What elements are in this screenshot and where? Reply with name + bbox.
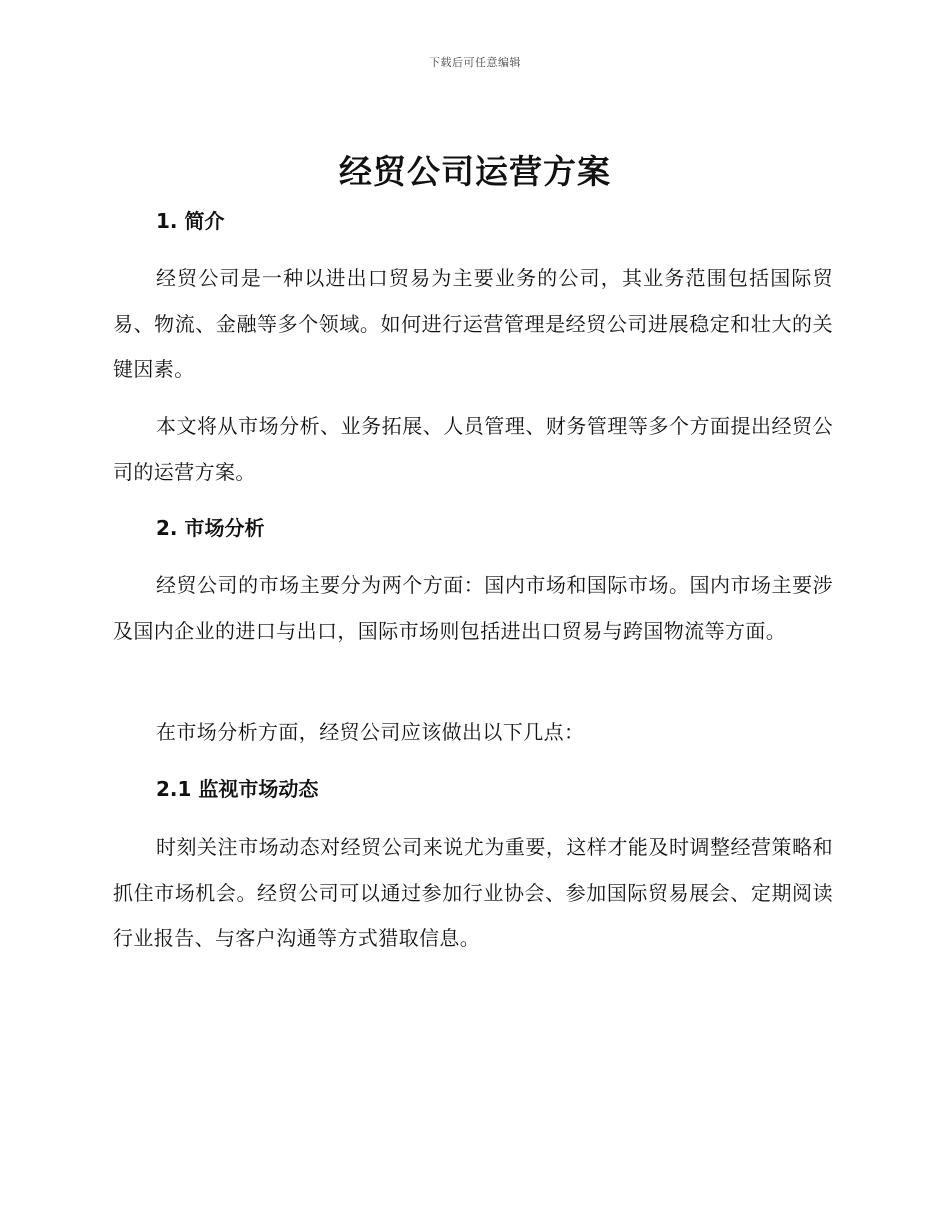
section-heading-market: 2. 市场分析 <box>156 516 265 540</box>
intro-paragraph-2: 本文将从市场分析、业务拓展、人员管理、财务管理等多个方面提出经贸公司的运营方案。 <box>113 414 833 484</box>
market-paragraph-1: 经贸公司的市场主要分为两个方面：国内市场和国际市场。国内市场主要涉及国内企业的进口与出口，国际市场则包括进出口贸易与跨国物流等方面。 <box>113 573 833 643</box>
market-paragraph-2: 在市场分析方面，经贸公司应该做出以下几点： <box>156 720 585 744</box>
section-heading-intro: 1. 简介 <box>156 209 225 233</box>
intro-paragraph-1: 经贸公司是一种以进出口贸易为主要业务的公司，其业务范围包括国际贸易、物流、金融等多个领域。如何进行运营管理是经贸公司进展稳定和壮大的关键因素。 <box>113 266 833 381</box>
section-heading-monitor: 2.1 监视市场动态 <box>156 777 319 801</box>
document-title: 经贸公司运营方案 <box>339 152 611 191</box>
page-header-note: 下载后可任意编辑 <box>429 56 521 69</box>
monitor-paragraph-1: 时刻关注市场动态对经贸公司来说尤为重要，这样才能及时调整经营策略和抓住市场机会。经贸公司可以通过参加行业协会、参加国际贸易展会、定期阅读行业报告、与客户沟通等方式猎取信息。 <box>113 835 833 950</box>
